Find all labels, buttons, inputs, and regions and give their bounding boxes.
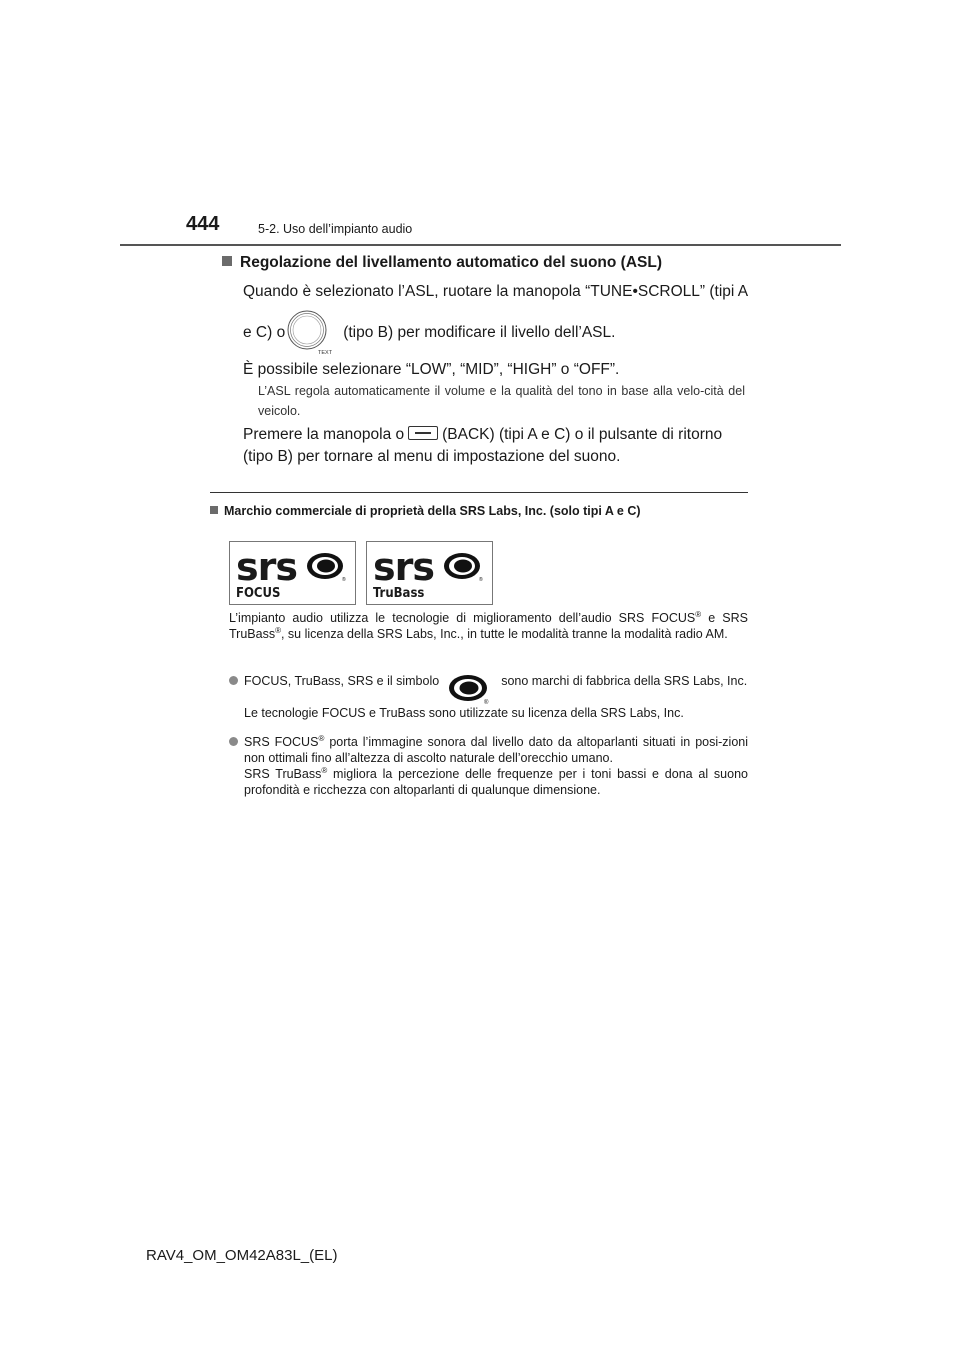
license-text-a: L’impianto audio utilizza le tecnologie di miglioramento dell’audio SRS FOCUS [229, 611, 696, 625]
bullet-item-technologies [229, 734, 748, 798]
srs-symbol-icon [447, 673, 493, 705]
asl-heading [222, 254, 662, 272]
section-divider [210, 492, 748, 493]
logo-wordmark: srs [236, 545, 297, 589]
srs-symbol-icon [306, 551, 348, 583]
asl-title: Regolazione del livellamento automatico del suono (ASL) [240, 254, 662, 271]
bullet2-text-b: porta l’immagine sonora dal livello dato da altoparlanti situati in posi-zioni non ottimali fino all’altezza di ascolto naturale dell’orecchio umano. [244, 735, 748, 765]
bullet-dot-icon [229, 737, 238, 746]
svg-text:®: ® [342, 577, 346, 583]
srs-symbol-icon [443, 551, 485, 583]
registered-mark: ® [275, 625, 281, 635]
square-bullet-icon [222, 256, 232, 266]
bullet-item-trademarks [229, 673, 748, 721]
bullet2-text-d: migliora la percezione delle frequenze per i toni bassi e dona al suono profondità e ricchezza con altoparlanti di qualunque dimensione. [244, 767, 748, 797]
bullet2-text-c: SRS TruBass [244, 767, 322, 781]
asl-line-2-post: (tipo B) per modificare il livello dell’ASL. [343, 324, 616, 341]
page-number: 444 [186, 213, 220, 235]
asl-line-4-pre: Premere la manopola o [243, 426, 405, 443]
svg-text:®: ® [484, 700, 489, 705]
license-text-b: e SRS TruBass [229, 611, 748, 641]
asl-line-1: Quando è selezionato l’ASL, ruotare la manopola “TUNE•SCROLL” (tipi A [243, 283, 749, 300]
bullet1-text-line2: Le tecnologie FOCUS e TruBass sono utilizzate su licenza della SRS Labs, Inc. [244, 706, 684, 720]
logo-wordmark: srs [373, 545, 434, 589]
document-code: RAV4_OM_OM42A83L_(EL) [146, 1247, 338, 1264]
asl-line-2-pre: e C) o [243, 324, 286, 341]
bullet2-text-a: SRS FOCUS [244, 735, 319, 749]
registered-mark: ® [695, 609, 702, 619]
registered-mark: ® [321, 765, 328, 775]
section-label: 5-2. Uso dell’impianto audio [258, 222, 413, 236]
registered-mark: ® [318, 733, 325, 743]
back-button-icon [408, 426, 438, 440]
asl-line-4 [243, 424, 748, 468]
logo-subtitle: FOCUS [236, 586, 281, 601]
asl-line-4-post: (BACK) (tipi A e C) o il pulsante di ritorno (tipo B) per tornare al menu di impostazione del suono. [243, 426, 723, 465]
license-paragraph [229, 610, 748, 642]
asl-note: L’ASL regola automaticamente il volume e la qualità del tono in base alla velo-cità del veicolo. [258, 384, 745, 418]
srs-trubass-logo [366, 541, 493, 605]
trademark-title: Marchio commerciale di proprietà della SRS Labs, Inc. (solo tipi A e C) [224, 504, 641, 518]
dial-text-label: TEXT [318, 350, 332, 355]
tune-dial-icon [286, 309, 332, 355]
asl-line-3: È possibile selezionare “LOW”, “MID”, “HIGH” o “OFF”. [243, 361, 620, 378]
trademark-heading [210, 504, 641, 518]
bullet1-text-post: sono marchi di fabbrica della SRS Labs, Inc. [501, 674, 748, 688]
srs-focus-logo [229, 541, 356, 605]
bullet1-text-pre: FOCUS, TruBass, SRS e il simbolo [244, 674, 440, 688]
bullet-dot-icon [229, 676, 238, 685]
square-bullet-icon [210, 506, 218, 514]
logo-subtitle: TruBass [373, 586, 425, 601]
license-text-c: , su licenza della SRS Labs, Inc., in tutte le modalità tranne la modalità radio AM. [280, 627, 728, 641]
header-divider [120, 244, 841, 246]
svg-text:®: ® [479, 577, 483, 583]
